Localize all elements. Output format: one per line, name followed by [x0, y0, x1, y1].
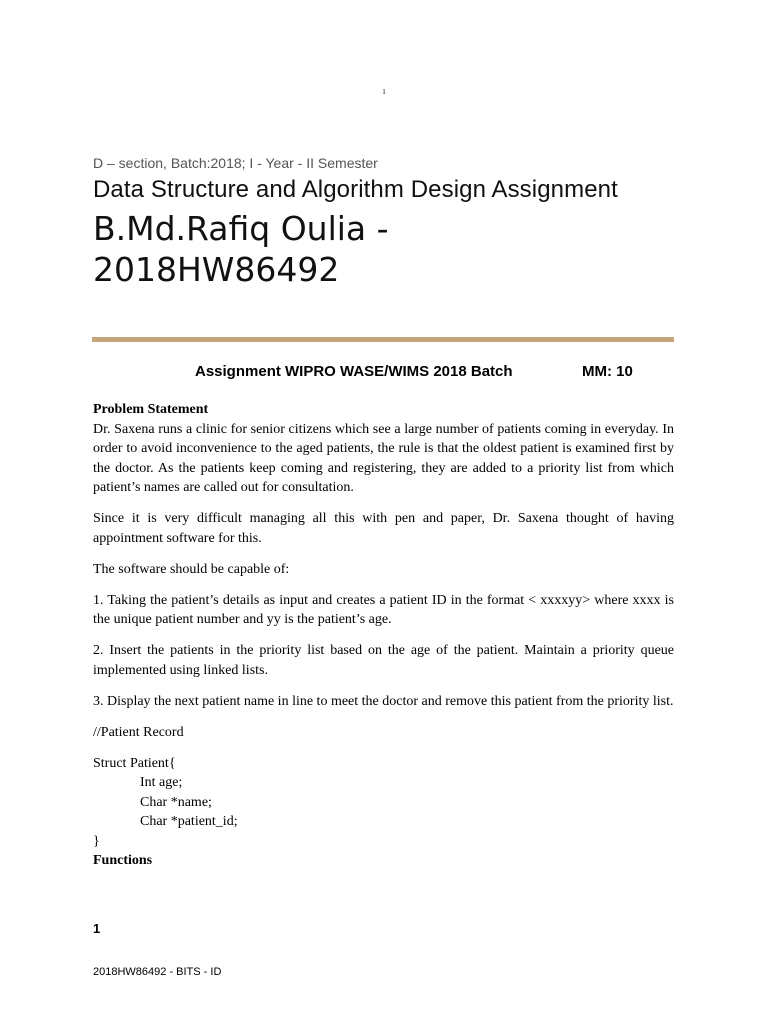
code-line: Char *patient_id; — [140, 814, 238, 829]
footer-page-number: 1 — [93, 921, 101, 936]
document-body — [93, 400, 674, 871]
page-marker: 1 — [382, 88, 386, 96]
requirement-item-2: 2. Insert the patients in the priority list based on the age of the patient. Maintain a priority queue implemented using linked lists. — [93, 643, 674, 678]
section-line: D – section, Batch:2018; I - Year - II Semester — [93, 155, 378, 171]
divider-rule — [92, 337, 674, 342]
course-title: Data Structure and Algorithm Design Assignment — [93, 176, 618, 203]
paragraph-motivation: Since it is very difficult managing all this with pen and paper, Dr. Saxena thought of having appointment software for this. — [93, 511, 674, 546]
code-line: Struct Patient{ — [93, 755, 176, 771]
code-line: Char *name; — [140, 794, 212, 810]
assignment-heading: Assignment WIPRO WASE/WIMS 2018 Batch — [195, 363, 513, 380]
functions-heading: Functions — [93, 853, 153, 868]
author-name-line-1: B.Md.Rafiq Oulia - — [93, 209, 389, 248]
max-marks: MM: 10 — [582, 363, 633, 380]
code-comment: //Patient Record — [93, 724, 184, 740]
code-line: } — [93, 833, 100, 849]
paragraph-intro: Dr. Saxena runs a clinic for senior citizens which see a large number of patients coming in everyday. In order to avoid inconvenience to the aged patients, the rule is that the oldest patient is examined first by the doctor. As the patients keep coming and registering, they are added to a priority list from which patient’s names are called out for consultation. — [93, 421, 674, 495]
problem-statement-heading: Problem Statement — [93, 402, 209, 417]
requirement-item-1: 1. Taking the patient’s details as input and creates a patient ID in the format < xxxxyy> where xxxx is the unique patient number and yy is the patient’s age. — [93, 592, 674, 627]
paragraph-capabilities: The software should be capable of: — [93, 561, 290, 577]
author-name — [93, 208, 693, 290]
footer-id-line: 2018HW86492 - BITS - ID — [93, 966, 222, 978]
author-id-line: 2018HW86492 — [93, 250, 340, 289]
code-line: Int age; — [140, 775, 183, 790]
requirement-item-3: 3. Display the next patient name in line to meet the doctor and remove this patient from the priority list. — [93, 693, 674, 709]
